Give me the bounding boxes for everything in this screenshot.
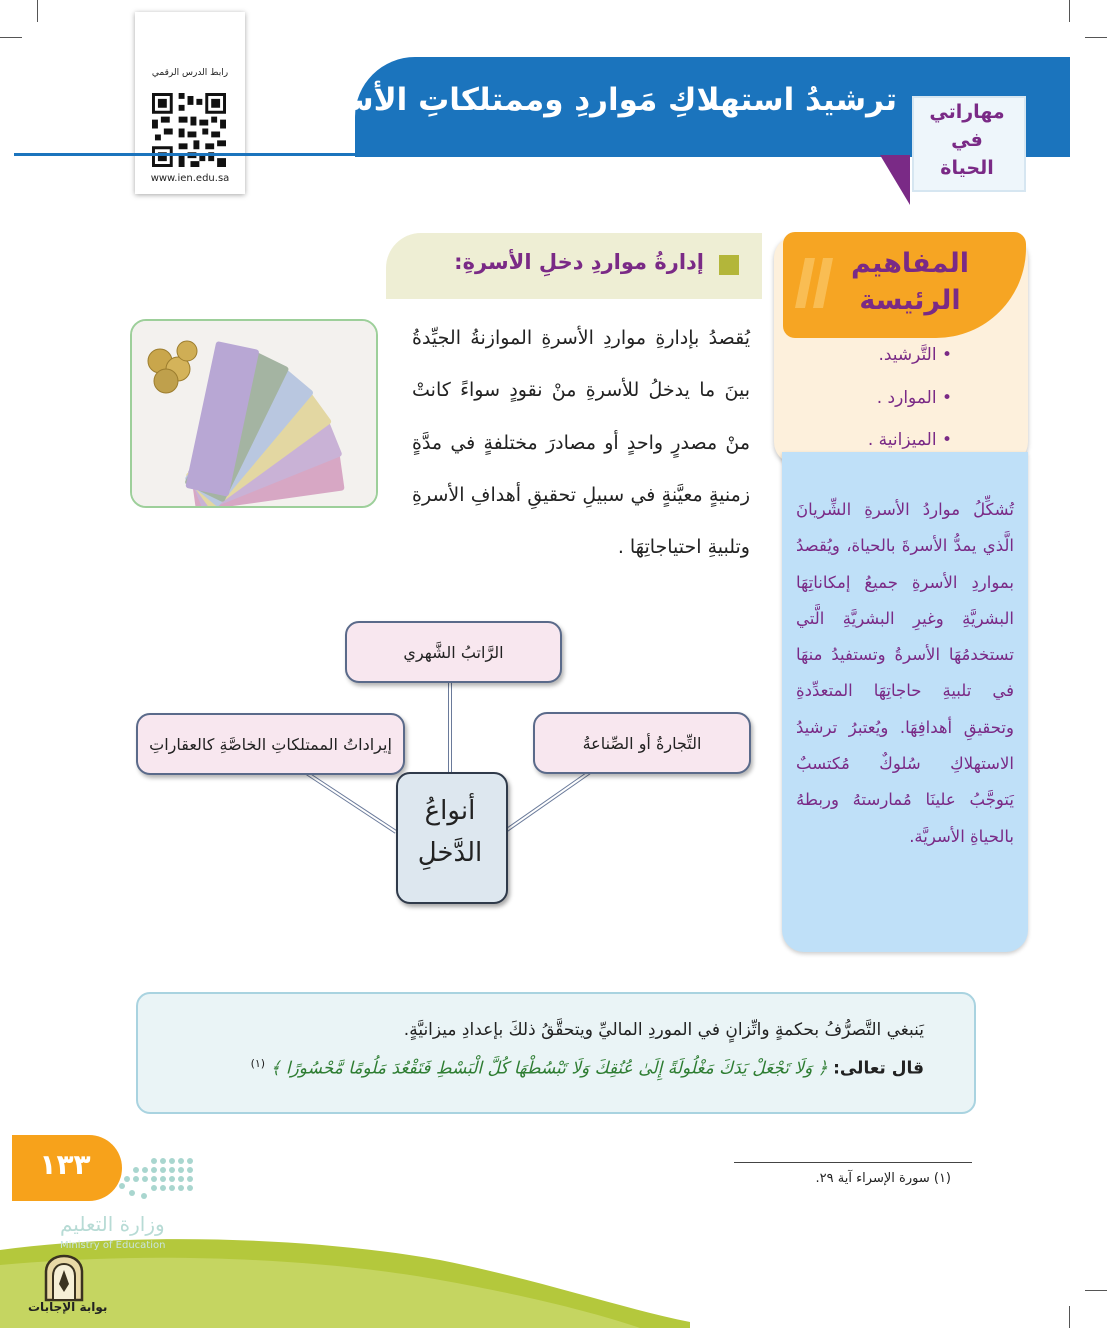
concept-item: • الموارد . — [876, 388, 952, 408]
footnote-marker: (١) — [250, 1057, 266, 1070]
qr-url[interactable]: www.ien.edu.sa — [150, 173, 230, 184]
verse-intro: قال تعالى: — [833, 1058, 924, 1079]
ministry-name: وزارة التعليم — [60, 1212, 165, 1236]
verse-box — [136, 992, 976, 1114]
income-types-title — [396, 790, 504, 874]
qr-label: رابط الدرس الرقمي — [151, 68, 229, 78]
verse-box-statement: يَنبغي التَّصرُّفُ بحكمةٍ واتِّزانٍ في الموردِ الماليِّ ويتحقَّقُ ذلكَ بإعدادِ ميزانيَّةٍ. — [403, 1020, 924, 1040]
answers-portal-logo-icon[interactable] — [42, 1254, 86, 1302]
concept-item: • التَّرشيد. — [878, 345, 952, 365]
footnote-rule — [734, 1162, 972, 1163]
section-paragraph: يُقصدُ بإدارةِ مواردِ الأسرةِ الموازنةُ الجيِّدةُ بينَ ما يدخلُ للأسرةِ منْ نقودٍ سواءً كانتْ منْ مصدرٍ واحدٍ أو مصادرَ مختلفةٍ في مدَّةٍ زمنيةٍ معيَّنةٍ في سبيلِ تحقيقِ أهدافِ الأسرةِ وتلبيةِ احتياجاتِهَا . — [412, 327, 750, 559]
concept-item: • الميزانية . — [867, 430, 952, 450]
ministry-name-english: Ministry of Education — [60, 1240, 166, 1251]
income-type-salary: الرَّاتبُ الشَّهري — [345, 621, 562, 683]
footnote: (١) سورة الإسراء آية ٢٩. — [815, 1171, 951, 1186]
badge-line: مهاراتي — [929, 101, 1005, 123]
quran-verse-line — [251, 1057, 924, 1079]
concepts-title-line: المفاهيم — [851, 248, 969, 279]
quran-verse: ﴿ وَلَا تَجْعَلْ يَدَكَ مَغْلُولَةً إِلَىٰ عُنُقِكَ وَلَا تَبْسُطْهَا كُلَّ الْبَسْطِ فَتَقْعُدَ مَلُومًا مَّحْسُورًا ﴾ — [270, 1058, 828, 1079]
income-type-trade: التِّجارةُ أو الصِّناعةُ — [533, 712, 751, 774]
badge-line: الحياة — [940, 157, 994, 179]
center-line: الدَّخلِ — [417, 838, 483, 868]
side-info-text: تُشكِّلُ مواردُ الأسرةِ الشِّريانَ الَّذي يمدُّ الأسرةَ بالحياة، ويُقصدُ بمواردِ الأسرةِ جميعُ إمكاناتِهَا البشريَّةِ وغيرِ البشريَّةِ الَّتي تستخدمُهَا الأسرةُ وتستفيدُ منهَا في تلبيةِ حاجاتِهَا المتعدِّدةِ وتحقيقِ أهدافِهَا. ويُعتبرُ ترشيدُ الاستهلاكِ سُلوكٌ مُكتسبٌ يَتوجَّبُ علينَا مُمارستهُ وربطهُ بالحياةِ الأسريَّة. — [796, 500, 1014, 846]
concepts-title-line: الرئيسة — [859, 285, 961, 316]
page-title: ترشيدُ استهلاكِ مَواردِ وممتلكاتِ الأسرةِ — [305, 82, 897, 118]
ministry-logo-dots-icon — [92, 1155, 198, 1200]
answers-portal-name[interactable]: بوابة الإجابات — [28, 1300, 108, 1314]
badge-line: في — [951, 129, 983, 151]
income-type-property: إيراداتُ الممتلكاتِ الخاصَّةِ كالعقاراتِ — [136, 713, 405, 775]
page-number: ١٣٣ — [39, 1148, 91, 1181]
center-line: أنواعُ — [424, 796, 476, 826]
section-heading: إدارةُ مواردِ دخلِ الأسرةِ: — [454, 250, 704, 274]
